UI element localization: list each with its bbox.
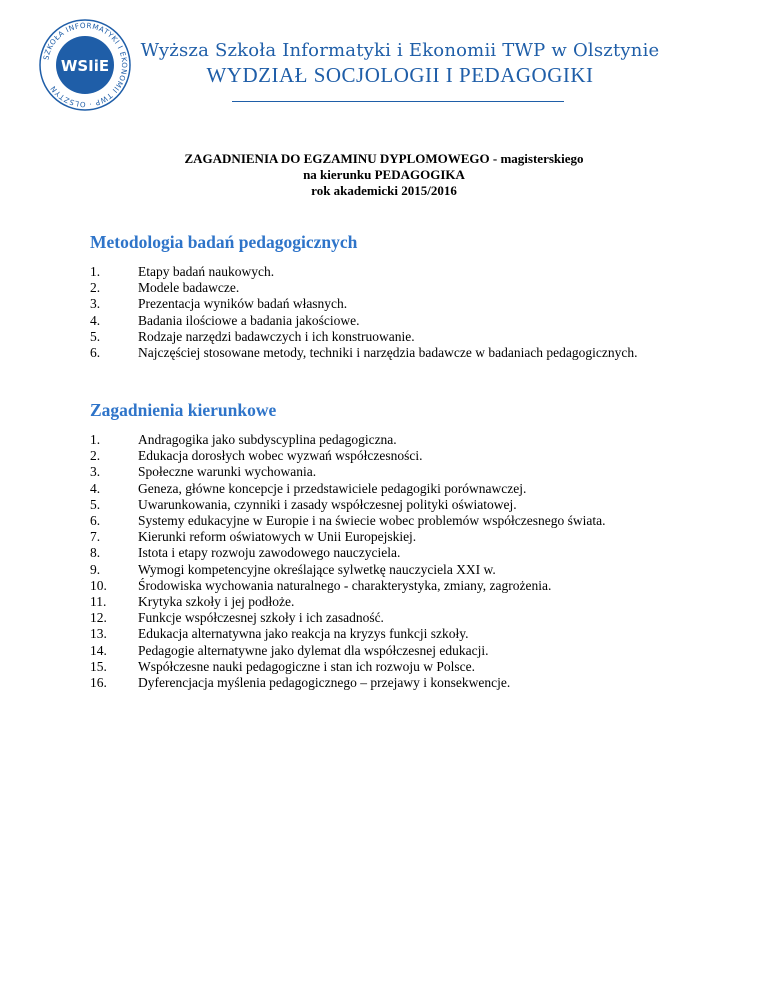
school-name: Wyższa Szkoła Informatyki i Ekonomii TWP w Olsztynie [140, 40, 660, 61]
item-number: 10. [90, 577, 107, 593]
item-number: 13. [90, 626, 107, 642]
list-item [90, 562, 690, 578]
item-number: 6. [90, 513, 101, 529]
list-item [90, 481, 690, 497]
item-number: 11. [90, 594, 107, 610]
item-number: 14. [90, 642, 107, 658]
section-heading-methodology: Metodologia badań pedagogicznych [90, 232, 358, 252]
item-text: Systemy edukacyjne w Europie i na świecie wobec problemów współczesnego świata. [138, 513, 606, 529]
item-number: 8. [90, 545, 101, 561]
item-text: Badania ilościowe a badania jakościowe. [138, 312, 360, 328]
item-number: 12. [90, 610, 107, 626]
item-number: 15. [90, 658, 107, 674]
list-item [90, 594, 690, 610]
core-topics-list [90, 432, 690, 691]
item-number: 5. [90, 496, 101, 512]
list-item [90, 643, 690, 659]
item-number: 3. [90, 296, 101, 312]
item-text: Krytyka szkoły i jej podłoże. [138, 594, 295, 610]
list-item [90, 329, 680, 345]
list-item [90, 497, 690, 513]
item-text: Kierunki reform oświatowych w Unii Europejskiej. [138, 529, 417, 545]
list-item [90, 264, 680, 280]
item-number: 2. [90, 280, 101, 296]
list-item [90, 659, 690, 675]
item-number: 3. [90, 464, 101, 480]
item-text: Prezentacja wyników badań własnych. [138, 296, 348, 312]
title-line-3: rok akademicki 2015/2016 [311, 183, 457, 198]
item-text: Społeczne warunki wychowania. [138, 464, 317, 480]
list-item [90, 464, 690, 480]
faculty-name: WYDZIAŁ SOCJOLOGII I PEDAGOGIKI [206, 63, 594, 87]
list-item [90, 345, 680, 361]
logo-monogram: WSIiE [60, 57, 110, 75]
item-number: 4. [90, 312, 101, 328]
item-text: Edukacja dorosłych wobec wyzwań współczesności. [138, 448, 423, 464]
methodology-list [90, 264, 680, 361]
list-item [90, 578, 690, 594]
list-item [90, 513, 690, 529]
document-title [0, 151, 768, 199]
item-number: 1. [90, 264, 101, 279]
item-text: Wymogi kompetencyjne określające sylwetkę nauczyciela XXI w. [138, 561, 496, 577]
item-text: Współczesne nauki pedagogiczne i stan ich rozwoju w Polsce. [138, 658, 476, 674]
list-item [90, 296, 680, 312]
item-text: Rodzaje narzędzi badawczych i ich konstruowanie. [138, 328, 415, 344]
item-number: 9. [90, 561, 101, 577]
item-text: Środowiska wychowania naturalnego - charakterystyka, zmiany, zagrożenia. [138, 577, 552, 593]
list-item [90, 432, 690, 448]
item-number: 2. [90, 448, 101, 464]
item-number: 1. [90, 432, 101, 447]
section-heading-core-topics: Zagadnienia kierunkowe [90, 400, 277, 420]
item-text: Etapy badań naukowych. [138, 264, 275, 279]
item-text: Najczęściej stosowane metody, techniki i narzędzia badawcze w badaniach pedagogicznych. [138, 345, 638, 361]
item-number: 5. [90, 328, 101, 344]
item-text: Geneza, główne koncepcje i przedstawiciele pedagogiki porównawczej. [138, 480, 527, 496]
item-text: Istota i etapy rozwoju zawodowego nauczyciela. [138, 545, 401, 561]
item-number: 4. [90, 480, 101, 496]
title-line-2: na kierunku PEDAGOGIKA [303, 167, 465, 182]
item-text: Dyferencjacja myślenia pedagogicznego – przejawy i konsekwencje. [138, 675, 511, 691]
title-line-1: ZAGADNIENIA DO EGZAMINU DYPLOMOWEGO - magisterskiego [184, 151, 584, 166]
item-number: 7. [90, 529, 101, 545]
item-number: 6. [90, 345, 101, 361]
item-text: Pedagogie alternatywne jako dylemat dla współczesnej edukacji. [138, 642, 489, 658]
list-item [90, 313, 680, 329]
item-text: Andragogika jako subdyscyplina pedagogiczna. [138, 432, 397, 447]
logo-ring-text: SZKOŁA INFORMATYKI I EKONOMII TWP · OLSZTYN [41, 20, 130, 110]
header-divider [232, 101, 564, 102]
list-item [90, 545, 690, 561]
list-item [90, 610, 690, 626]
item-text: Funkcje współczesnej szkoły i ich zasadność. [138, 610, 384, 626]
item-number: 16. [90, 675, 107, 691]
list-item [90, 675, 690, 691]
list-item [90, 448, 690, 464]
list-item [90, 280, 680, 296]
list-item [90, 626, 690, 642]
list-item [90, 529, 690, 545]
item-text: Edukacja alternatywna jako reakcja na kryzys funkcji szkoły. [138, 626, 469, 642]
item-text: Modele badawcze. [138, 280, 240, 296]
item-text: Uwarunkowania, czynniki i zasady współczesnej polityki oświatowej. [138, 496, 517, 512]
school-logo [38, 18, 132, 112]
